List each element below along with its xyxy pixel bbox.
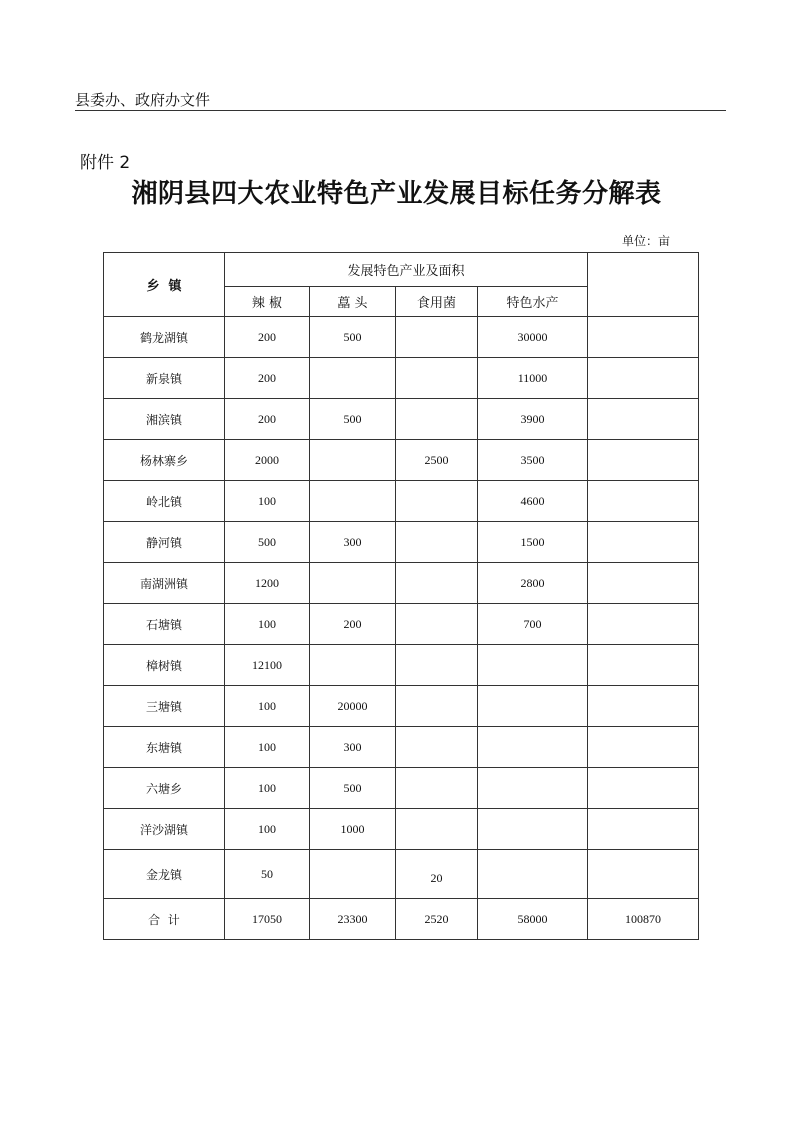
col-town-header: 乡 镇 xyxy=(104,253,225,317)
cell-aqua: 700 xyxy=(478,604,588,645)
cell-pepper: 100 xyxy=(225,481,310,522)
cell-pepper: 500 xyxy=(225,522,310,563)
cell-town: 新泉镇 xyxy=(104,358,225,399)
table-row xyxy=(104,358,699,399)
cell-town: 南湖洲镇 xyxy=(104,563,225,604)
cell-aqua: 3500 xyxy=(478,440,588,481)
col-blank-header xyxy=(588,253,699,317)
cell-extra xyxy=(588,481,699,522)
cell-jiaotou xyxy=(310,358,396,399)
col-fungus-header: 食用菌 xyxy=(396,287,478,317)
cell-extra xyxy=(588,809,699,850)
cell-town: 金龙镇 xyxy=(104,850,225,899)
cell-pepper: 200 xyxy=(225,317,310,358)
cell-extra xyxy=(588,317,699,358)
table-row xyxy=(104,563,699,604)
col-jiaotou-header: 藠 头 xyxy=(310,287,396,317)
cell-pepper: 2000 xyxy=(225,440,310,481)
cell-jiaotou xyxy=(310,563,396,604)
table-row xyxy=(104,809,699,850)
cell-pepper: 100 xyxy=(225,686,310,727)
cell-town: 静河镇 xyxy=(104,522,225,563)
table-row xyxy=(104,481,699,522)
cell-fungus xyxy=(396,399,478,440)
cell-town: 石塘镇 xyxy=(104,604,225,645)
cell-fungus: 2500 xyxy=(396,440,478,481)
cell-jiaotou: 500 xyxy=(310,768,396,809)
cell-fungus xyxy=(396,768,478,809)
cell-jiaotou: 500 xyxy=(310,317,396,358)
cell-pepper: 12100 xyxy=(225,645,310,686)
cell-aqua: 30000 xyxy=(478,317,588,358)
cell-fungus xyxy=(396,686,478,727)
cell-extra xyxy=(588,645,699,686)
cell-aqua: 2800 xyxy=(478,563,588,604)
cell-aqua: 4600 xyxy=(478,481,588,522)
total-fungus: 2520 xyxy=(396,899,478,940)
cell-town: 洋沙湖镇 xyxy=(104,809,225,850)
cell-fungus xyxy=(396,645,478,686)
table-row xyxy=(104,645,699,686)
cell-pepper: 200 xyxy=(225,358,310,399)
cell-jiaotou: 300 xyxy=(310,727,396,768)
cell-town: 杨林寨乡 xyxy=(104,440,225,481)
cell-aqua xyxy=(478,727,588,768)
cell-pepper: 200 xyxy=(225,399,310,440)
table-row xyxy=(104,686,699,727)
unit-label: 单位：亩 xyxy=(621,234,670,248)
cell-extra xyxy=(588,850,699,899)
cell-pepper: 50 xyxy=(225,850,310,899)
cell-aqua: 1500 xyxy=(478,522,588,563)
cell-town: 樟树镇 xyxy=(104,645,225,686)
table-row xyxy=(104,440,699,481)
total-jiaotou: 23300 xyxy=(310,899,396,940)
table-row xyxy=(104,317,699,358)
total-aqua: 58000 xyxy=(478,899,588,940)
total-pepper: 17050 xyxy=(225,899,310,940)
cell-aqua xyxy=(478,850,588,899)
cell-extra xyxy=(588,768,699,809)
cell-town: 东塘镇 xyxy=(104,727,225,768)
cell-pepper: 100 xyxy=(225,809,310,850)
cell-jiaotou xyxy=(310,440,396,481)
cell-aqua: 11000 xyxy=(478,358,588,399)
cell-extra xyxy=(588,358,699,399)
table-row xyxy=(104,522,699,563)
cell-extra xyxy=(588,522,699,563)
cell-extra xyxy=(588,686,699,727)
cell-jiaotou: 20000 xyxy=(310,686,396,727)
cell-extra xyxy=(588,604,699,645)
cell-pepper: 1200 xyxy=(225,563,310,604)
cell-extra xyxy=(588,399,699,440)
table-row xyxy=(104,850,699,899)
page-title: 湘阴县四大农业特色产业发展目标任务分解表 xyxy=(131,179,662,209)
col-aqua-header: 特色水产 xyxy=(478,287,588,317)
cell-extra xyxy=(588,563,699,604)
cell-town: 鹤龙湖镇 xyxy=(104,317,225,358)
cell-town: 湘滨镇 xyxy=(104,399,225,440)
attachment-label: 附件 2 xyxy=(80,153,131,173)
header-divider xyxy=(75,110,726,111)
cell-jiaotou: 500 xyxy=(310,399,396,440)
cell-jiaotou xyxy=(310,645,396,686)
cell-jiaotou: 1000 xyxy=(310,809,396,850)
total-row xyxy=(104,899,699,940)
cell-fungus xyxy=(396,809,478,850)
table-row xyxy=(104,727,699,768)
cell-extra xyxy=(588,440,699,481)
table-row xyxy=(104,768,699,809)
cell-fungus xyxy=(396,522,478,563)
cell-aqua xyxy=(478,645,588,686)
cell-town: 六塘乡 xyxy=(104,768,225,809)
cell-extra xyxy=(588,727,699,768)
cell-fungus xyxy=(396,563,478,604)
cell-aqua xyxy=(478,686,588,727)
cell-jiaotou: 200 xyxy=(310,604,396,645)
cell-fungus xyxy=(396,358,478,399)
total-grand: 100870 xyxy=(588,899,699,940)
cell-jiaotou xyxy=(310,481,396,522)
cell-fungus xyxy=(396,604,478,645)
cell-fungus xyxy=(396,727,478,768)
cell-fungus xyxy=(396,317,478,358)
cell-pepper: 100 xyxy=(225,727,310,768)
header-org: 县委办、政府办文件 xyxy=(75,91,211,109)
cell-town: 岭北镇 xyxy=(104,481,225,522)
cell-pepper: 100 xyxy=(225,604,310,645)
cell-fungus: 20 xyxy=(396,850,478,899)
cell-fungus xyxy=(396,481,478,522)
table-row xyxy=(104,604,699,645)
cell-aqua xyxy=(478,809,588,850)
table-row xyxy=(104,399,699,440)
col-pepper-header: 辣 椒 xyxy=(225,287,310,317)
cell-jiaotou: 300 xyxy=(310,522,396,563)
cell-jiaotou xyxy=(310,850,396,899)
group-header: 发展特色产业及面积 xyxy=(225,253,588,287)
cell-aqua xyxy=(478,768,588,809)
task-table xyxy=(103,252,699,940)
cell-town: 三塘镇 xyxy=(104,686,225,727)
total-label: 合 计 xyxy=(104,899,225,940)
table-header-row xyxy=(104,253,699,287)
cell-pepper: 100 xyxy=(225,768,310,809)
cell-aqua: 3900 xyxy=(478,399,588,440)
